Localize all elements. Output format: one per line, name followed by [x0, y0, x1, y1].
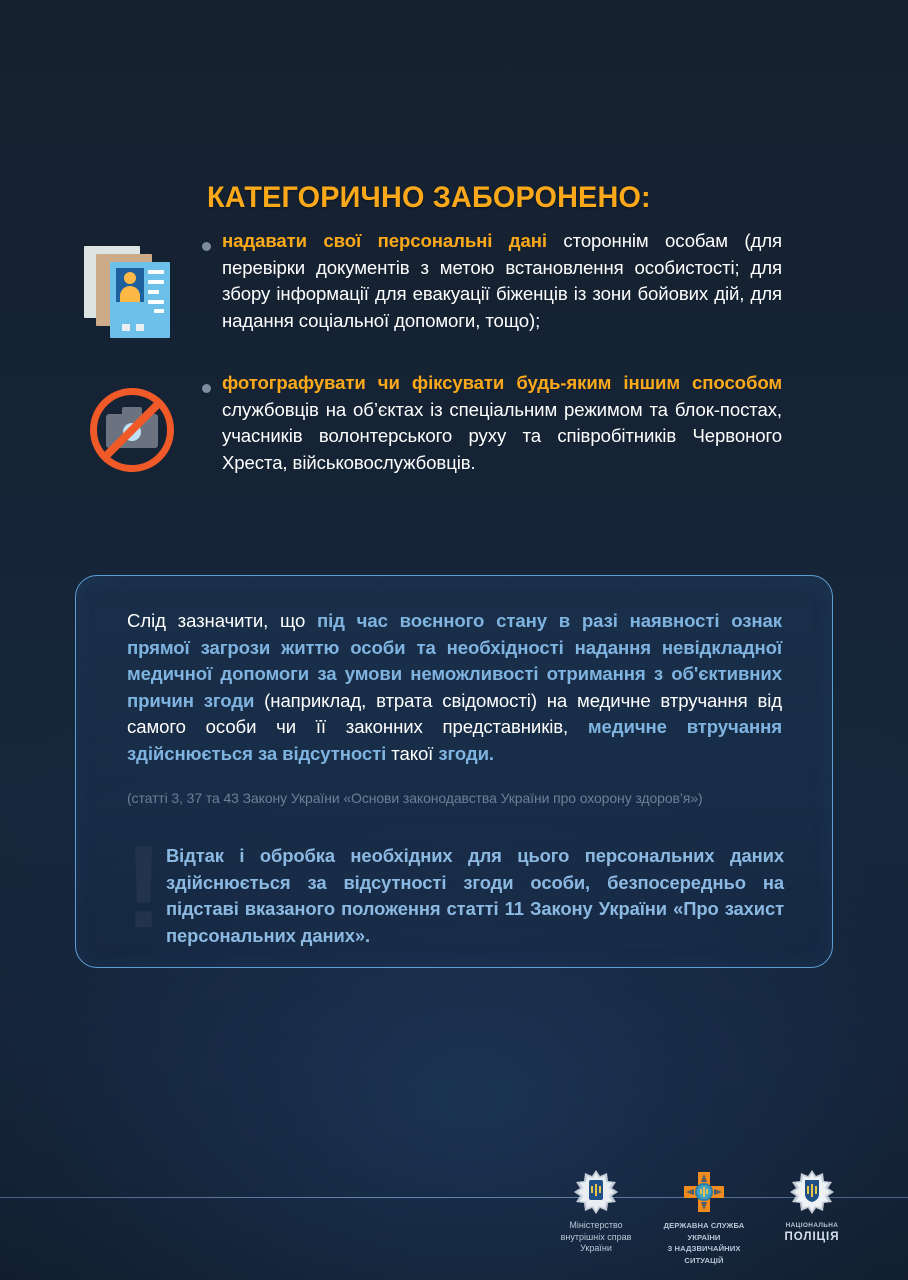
mvs-line3: України: [580, 1243, 612, 1253]
page-title: КАТЕГОРИЧНО ЗАБОРОНЕНО:: [207, 181, 651, 214]
dsns-line1: ДЕРЖАВНА СЛУЖБА УКРАЇНИ: [663, 1221, 745, 1242]
exclamation-watermark-icon: !: [124, 821, 164, 953]
mvs-emblem-icon: [573, 1168, 619, 1216]
prohibition-list: [0, 228, 908, 490]
note-highlight-2: медичне втручання здійснюється за відсутності: [127, 716, 782, 764]
list-item: [0, 370, 908, 490]
prohibition-text: [222, 228, 782, 334]
police-emblem-icon: [789, 1168, 835, 1216]
police-line1: НАЦІОНАЛЬНА: [785, 1222, 839, 1229]
note-part2: (наприклад, втрата свідомості) на медичне втручання від самого особи чи її законних представників,: [127, 689, 782, 737]
note-citation: (статті 3, 37 та 43 Закону України «Основи законодавства України про охорону здоров’я»): [127, 790, 703, 806]
mvs-line2: внутрішніх справ: [560, 1231, 632, 1242]
list-item: [0, 228, 908, 348]
no-photography-icon: [84, 380, 180, 476]
bullet-icon: [202, 242, 211, 251]
note-final-block: [76, 821, 832, 953]
note-highlight-1: під час воєнного стану в разі наявності ознак прямої загрози життю особи та необхідності надання невідкладної медичної допомоги за умови неможливості отримання з об'єктивних причин згоди: [127, 610, 782, 711]
note-highlight-3: згоди.: [438, 742, 494, 764]
logo-mvs: [548, 1168, 644, 1255]
id-cards-icon: [84, 242, 180, 338]
note-part1: Слід зазначити, що: [127, 610, 317, 631]
bullet-icon: [202, 384, 211, 393]
police-line2: ПОЛІЦІЯ: [784, 1230, 840, 1243]
note-box: [75, 575, 833, 968]
note-part3: такої: [386, 742, 439, 764]
note-final-text: Відтак і обробка необхідних для цього персональних даних здійснюється за відсутності згоди особи, безпосередньо на підставі вказаного положення статті 11 Закону України «Про захист персональних даних».: [166, 845, 784, 946]
prohibition-body: службовців на об’єктах із спеціальним режимом та блок-постах, учасників волонтерського руху та співробітників Червоного Хреста, військовослужбовців.: [222, 398, 782, 473]
prohibition-highlight: надавати свої персональні дані: [222, 230, 547, 251]
prohibition-body: стороннім особам (для перевірки документів з метою встановлення особистості; для збору інформації для евакуації біженців із зони бойових дій, для надання соціальної допомоги, тощо);: [222, 230, 782, 331]
dsns-caption: [656, 1220, 752, 1266]
note-paragraph: [127, 608, 782, 767]
mvs-caption: [561, 1220, 632, 1255]
dsns-line2: З НАДЗВИЧАЙНИХ СИТУАЦІЙ: [667, 1244, 741, 1265]
prohibition-text: [222, 370, 782, 476]
footer-logos: [548, 1168, 860, 1268]
police-caption: [784, 1220, 839, 1243]
dsns-emblem-icon: [682, 1168, 726, 1216]
logo-dsns: [656, 1168, 752, 1266]
prohibition-highlight: фотографувати чи фіксувати будь-яким іншим способом: [222, 372, 782, 393]
logo-police: [764, 1168, 860, 1243]
mvs-line1: Міністерство: [569, 1220, 623, 1230]
